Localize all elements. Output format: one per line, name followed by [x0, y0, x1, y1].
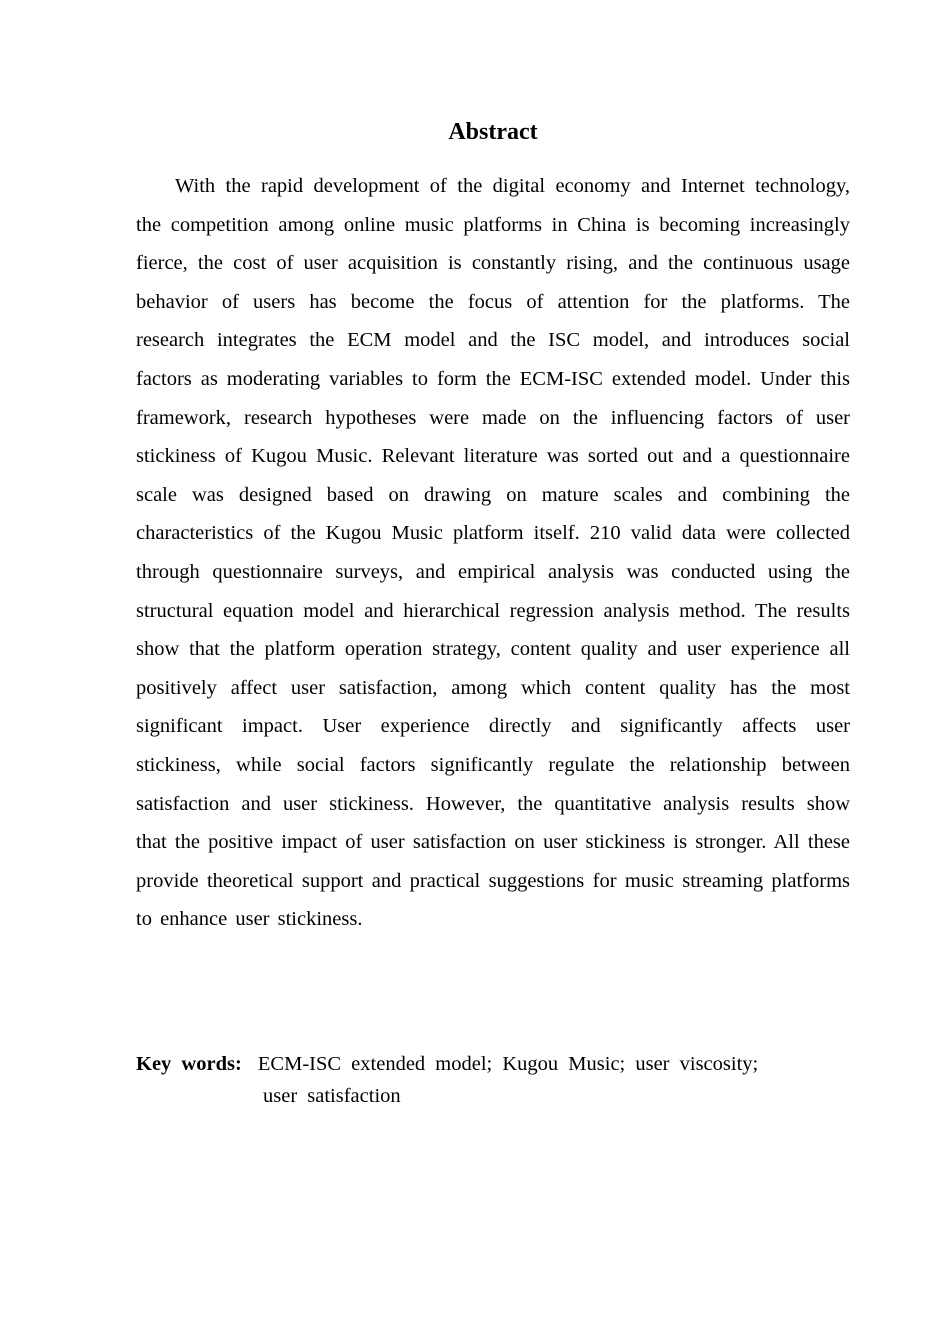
keywords-text-1: ECM-ISC extended model; Kugou Music; user viscosity; [257, 1053, 759, 1075]
abstract-title: Abstract [448, 119, 538, 145]
keywords-section [136, 1048, 850, 1112]
keywords-line-2 [136, 1080, 850, 1112]
keywords-text-2: user satisfaction [263, 1085, 401, 1107]
keywords-line-1 [136, 1048, 850, 1080]
abstract-body: With the rapid development of the digital economy and Internet technology, the competition among online music platforms in China is becoming increasingly fierce, the cost of user acquisition is constantly rising, and the continuous usage behavior of users has become the focus of attention for the platforms. The research integrates the ECM model and the ISC model, and introduces social factors as moderating variables to form the ECM-ISC extended model. Under this framework, research hypotheses were made on the influencing factors of user stickiness of Kugou Music. Relevant literature was sorted out and a questionnaire scale was designed based on drawing on mature scales and combining the characteristics of the Kugou Music platform itself. 210 valid data were collected through questionnaire surveys, and empirical analysis was conducted using the structural equation model and hierarchical regression analysis method. The results show that the platform operation strategy, content quality and user experience all positively affect user satisfaction, among which content quality has the most significant impact. User experience directly and significantly affects user stickiness, while social factors significantly regulate the relationship between satisfaction and user stickiness. However, the quantitative analysis results show that the positive impact of user satisfaction on user stickiness is stronger. All these provide theoretical support and practical suggestions for music streaming platforms to enhance user stickiness. [136, 175, 850, 931]
keywords-label: Key words: [136, 1053, 242, 1075]
